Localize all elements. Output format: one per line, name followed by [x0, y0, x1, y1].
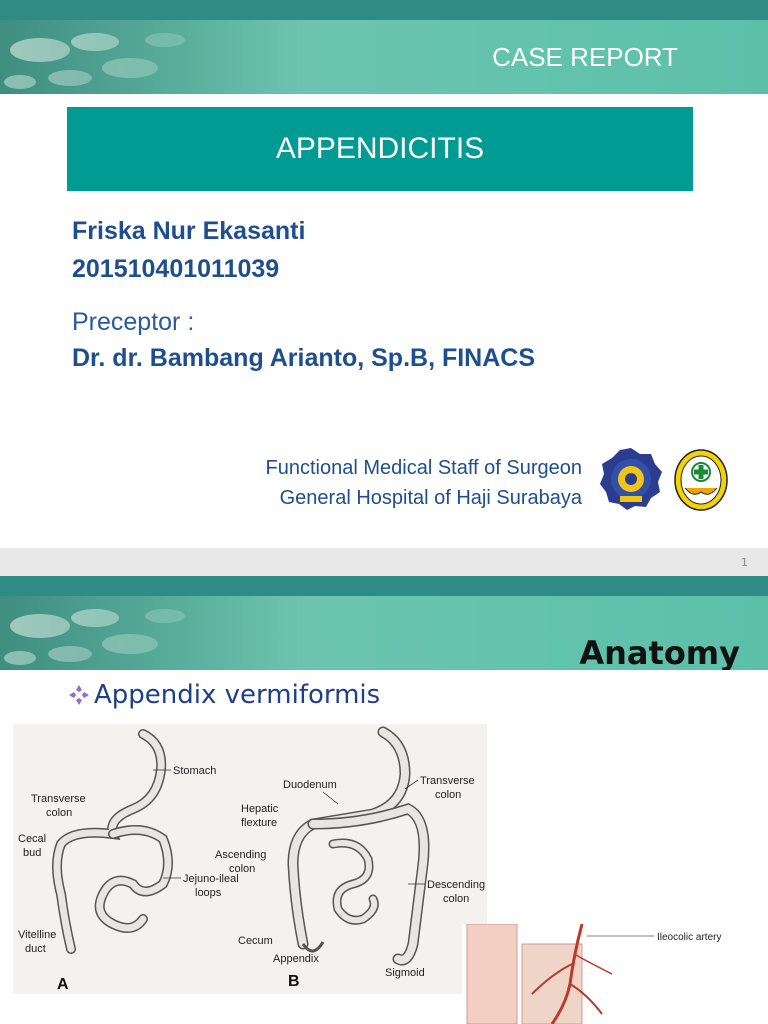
label-panel-b: B [288, 973, 300, 990]
bullet-item [68, 680, 380, 710]
page-number: 1 [741, 556, 748, 569]
header-banner [0, 596, 768, 670]
preceptor-name: Dr. dr. Bambang Arianto, Sp.B, FINACS [72, 344, 536, 372]
label-cecal-bud: Cecal [18, 833, 47, 845]
label-transverse-colon-a: Transverse [31, 793, 86, 805]
institution-line2: General Hospital of Haji Surabaya [279, 487, 582, 509]
preceptor-label: Preceptor : [72, 308, 195, 336]
label-transverse-colon-b-2: colon [435, 789, 462, 801]
label-vitelline-duct-2: duct [25, 943, 46, 955]
top-bar [0, 0, 768, 20]
surgical-lights-icon [0, 20, 300, 94]
label-ileocolic-artery: Ileocolic artery [657, 932, 722, 943]
label-transverse-colon-b: Transverse [420, 775, 475, 787]
top-bar [0, 576, 768, 596]
label-hepatic-flexure: Hepatic [241, 803, 279, 815]
diamond-bullet-icon [68, 684, 90, 706]
institution-block [266, 453, 582, 513]
surgical-lights-icon [0, 596, 300, 670]
slide-separator [0, 548, 768, 576]
title-box [67, 107, 693, 191]
label-ascending-colon-2: colon [229, 863, 256, 875]
label-panel-a: A [57, 976, 69, 993]
student-id: 201510401011039 [72, 255, 280, 283]
label-jejuno-ileal-2: loops [195, 887, 222, 899]
slide-title: APPENDICITIS [275, 132, 485, 165]
slide-anatomy [0, 576, 768, 1024]
university-logo-icon [598, 446, 664, 512]
label-cecum: Cecum [238, 935, 273, 947]
label-duodenum: Duodenum [283, 779, 337, 791]
label-jejuno-ileal: Jejuno-ileal [183, 873, 239, 885]
hospital-logo-icon [673, 448, 729, 512]
institution-line1: Functional Medical Staff of Surgeon [265, 457, 582, 479]
slide-title: Anatomy [579, 634, 740, 670]
label-appendix: Appendix [273, 953, 319, 965]
header-label: CASE REPORT [492, 42, 678, 72]
label-descending-colon: Descending [427, 879, 486, 891]
header-banner [0, 20, 768, 94]
bullet-text: Appendix vermiformis [94, 680, 381, 710]
author-name: Friska Nur Ekasanti [72, 217, 306, 245]
label-sigmoid: Sigmoid [385, 967, 425, 979]
author-block [72, 212, 305, 288]
label-ascending-colon: Ascending [215, 849, 267, 861]
label-hepatic-flexure-2: flexture [241, 817, 278, 829]
label-cecal-bud-2: bud [23, 847, 42, 859]
embryology-figure [13, 724, 487, 994]
label-vitelline-duct: Vitelline [18, 929, 57, 941]
label-transverse-colon-a-2: colon [46, 807, 73, 819]
ileocolic-artery-figure [462, 924, 768, 1024]
label-descending-colon-2: colon [443, 893, 470, 905]
label-stomach: Stomach [173, 765, 217, 777]
